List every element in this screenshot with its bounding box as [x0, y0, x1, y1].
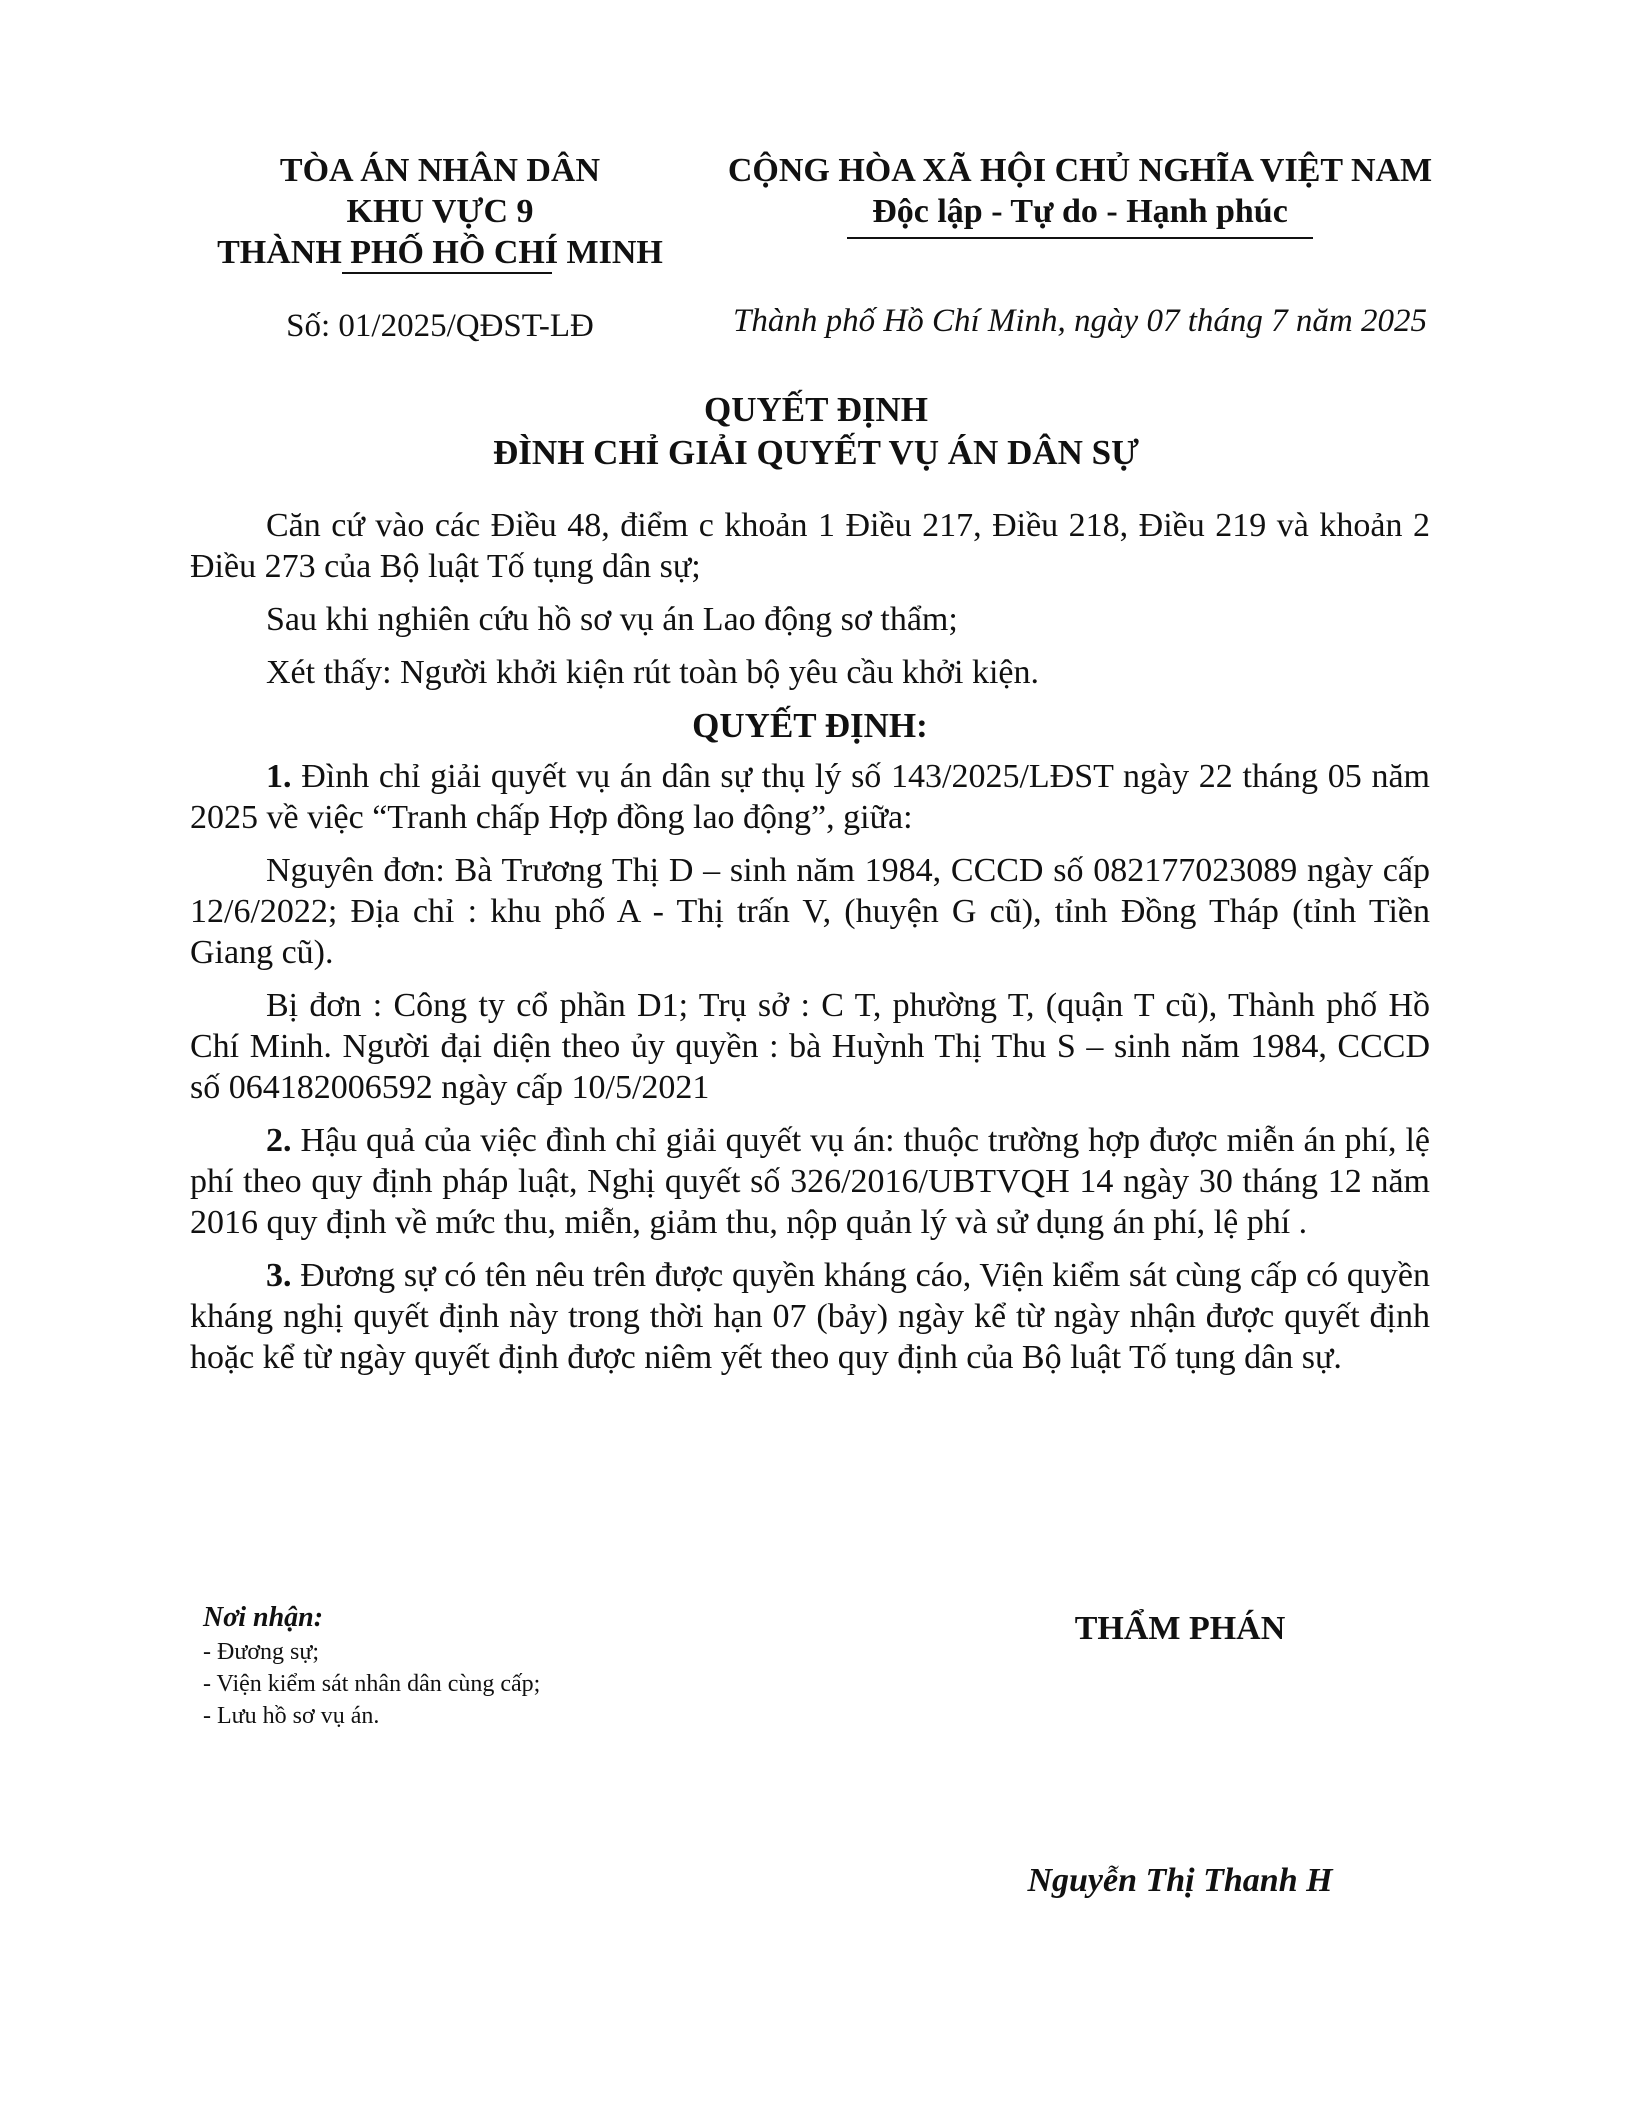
court-name-line-1: TÒA ÁN NHÂN DÂN [279, 152, 601, 189]
title-line-2: ĐÌNH CHỈ GIẢI QUYẾT VỤ ÁN DÂN SỰ [493, 433, 1139, 472]
defendant-text: Bị đơn : Công ty cổ phần D1; Trụ sở : C T, phường T, (quận T cũ), Thành phố Hồ Chí Minh. Người đại diện theo ủy quyền : bà Huỳnh Thị Thu S – sinh năm 1984, CCCD số 064182006592 ngày cấp 10/5/2021 [190, 987, 1430, 1106]
court-name-block [200, 150, 680, 273]
national-motto: Độc lập - Tự do - Hạnh phúc [872, 193, 1288, 230]
national-header-block [700, 150, 1460, 232]
plaintiff-paragraph [190, 850, 1430, 973]
preamble-review: Sau khi nghiên cứu hồ sơ vụ án Lao động sơ thẩm; [266, 601, 958, 638]
decision-item-3 [190, 1255, 1430, 1378]
recipient-item: - Viện kiểm sát nhân dân cùng cấp; [203, 1671, 541, 1697]
judge-name: Nguyễn Thị Thanh H [1027, 1862, 1333, 1899]
recipients-heading: Nơi nhận: [203, 1602, 324, 1633]
item-number: 3. [266, 1257, 292, 1294]
nation-title: CỘNG HÒA XÃ HỘI CHỦ NGHĨA VIỆT NAM [727, 152, 1433, 189]
item-number: 2. [266, 1122, 292, 1159]
decision-item-1 [190, 756, 1430, 838]
recipients-block [203, 1600, 723, 1732]
plaintiff-text: Nguyên đơn: Bà Trương Thị D – sinh năm 1984, CCCD số 082177023089 ngày cấp 12/6/2022; Địa chỉ : khu phố A - Thị trấn V, (huyện G cũ), tỉnh Đồng Tháp (tỉnh Tiền Giang cũ). [190, 852, 1430, 971]
recipient-item: - Đương sự; [203, 1639, 320, 1665]
title-line-1: QUYẾT ĐỊNH [704, 390, 928, 429]
decision-heading: QUYẾT ĐỊNH: [692, 706, 928, 745]
place-date-line: Thành phố Hồ Chí Minh, ngày 07 tháng 7 năm 2025 [733, 303, 1427, 339]
item-text: Hậu quả của việc đình chỉ giải quyết vụ án: thuộc trường hợp được miễn án phí, lệ phí theo quy định pháp luật, Nghị quyết số 326/2016/UBTVQH 14 ngày 30 tháng 12 năm 2016 quy định về mức thu, miễn, giảm thu, nộp quản lý và sử dụng án phí, lệ phí . [190, 1122, 1430, 1241]
document-title [0, 388, 1632, 474]
motto-underline [847, 237, 1313, 239]
item-text: Đình chỉ giải quyết vụ án dân sự thụ lý số 143/2025/LĐST ngày 22 tháng 05 năm 2025 về việc “Tranh chấp Hợp đồng lao động”, giữa: [190, 758, 1430, 836]
court-name-underline [342, 272, 552, 274]
court-name-line-2: KHU VỰC 9 [346, 193, 534, 230]
defendant-paragraph [190, 985, 1430, 1108]
item-text: Đương sự có tên nêu trên được quyền kháng cáo, Viện kiểm sát cùng cấp có quyền kháng nghị quyết định này trong thời hạn 07 (bảy) ngày kể từ ngày nhận được quyết định hoặc kể từ ngày quyết định được niêm yết theo quy định của Bộ luật Tố tụng dân sự. [190, 1257, 1430, 1376]
recipient-item: - Lưu hồ sơ vụ án. [203, 1703, 380, 1729]
item-number: 1. [266, 758, 292, 795]
signature-title: THẨM PHÁN [1074, 1610, 1286, 1647]
document-body [190, 505, 1430, 1390]
document-number: Số: 01/2025/QĐST-LĐ [286, 308, 594, 344]
decision-item-2 [190, 1120, 1430, 1243]
court-name-line-3: THÀNH PHỐ HỒ CHÍ MINH [217, 234, 663, 271]
preamble-finding: Xét thấy: Người khởi kiện rút toàn bộ yêu cầu khởi kiện. [266, 654, 1039, 691]
preamble-legal-basis: Căn cứ vào các Điều 48, điểm c khoản 1 Điều 217, Điều 218, Điều 219 và khoản 2 Điều 273 của Bộ luật Tố tụng dân sự; [190, 507, 1430, 585]
